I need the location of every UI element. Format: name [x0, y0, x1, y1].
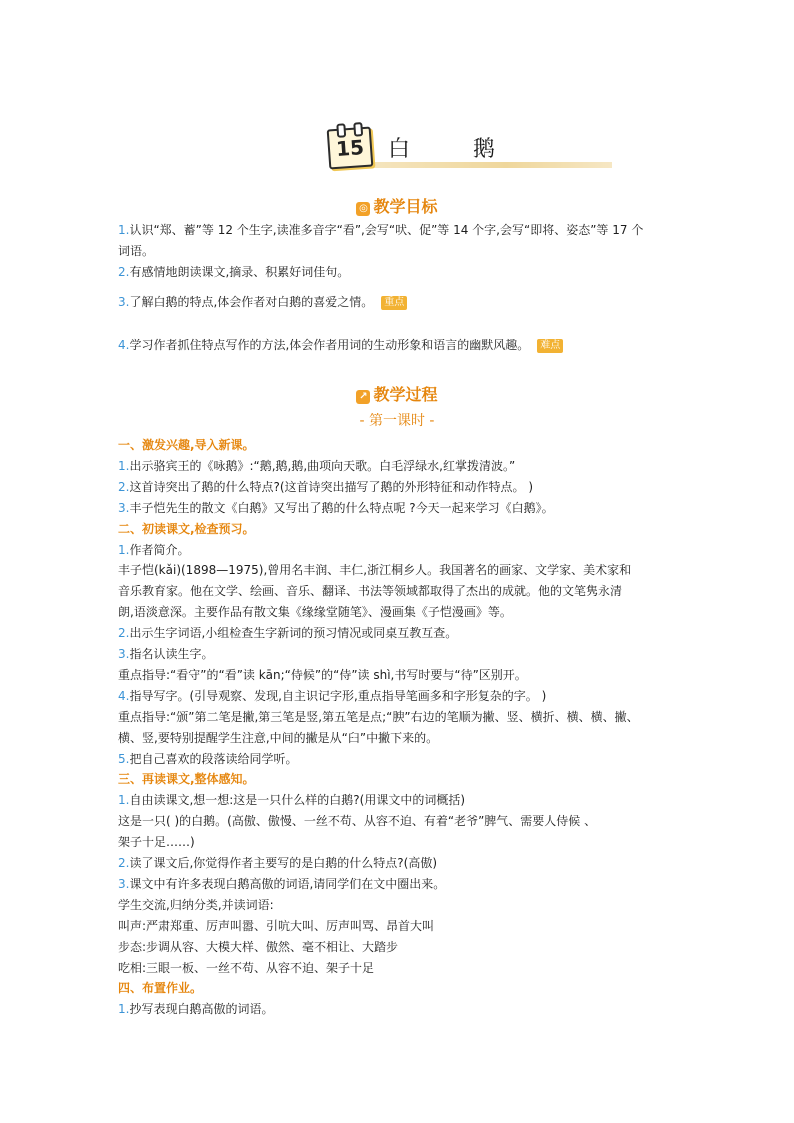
process-line: 重点指导:“颁”第二笔是撇,第三笔是竖,第五笔是点;“腴”右边的笔顺为撇、竖、横折、横、横、撇、	[118, 709, 639, 724]
process-line: 5.把自己喜欢的段落读给同学听。	[118, 751, 298, 766]
step-heading: 三、再读课文,整体感知。	[118, 772, 255, 787]
objective-item: 3.了解白鹅的特点,体会作者对白鹅的喜爱之情。 重点	[118, 292, 407, 312]
process-line: 4.指导写字。(引导观察、发现,自主识记字形,重点指导笔画多和字形复杂的字。 )	[118, 688, 547, 703]
process-line: 吃相:三眼一板、一丝不苟、从容不迫、架子十足	[118, 960, 375, 975]
lesson-title: 白 鹅	[388, 137, 523, 162]
objective-item: 4.学习作者抓住特点写作的方法,体会作者用词的生动形象和语言的幽默风趣。 难点	[118, 335, 563, 355]
difficulty-badge: 难点	[537, 339, 563, 353]
process-line: 这是一只( )的白鹅。(高傲、傲慢、一丝不苟、从容不迫、有着“老爷”脾气、需要人侍候 、	[118, 814, 597, 829]
process-line: 1.抄写表现白鹅高傲的词语。	[118, 1002, 274, 1017]
process-line: 3.课文中有许多表现白鹅高傲的词语,请同学们在文中圈出来。	[118, 876, 446, 891]
objective-item: 2.有感情地朗读课文,摘录、积累好词佳句。	[118, 265, 350, 279]
process-line: 2.这首诗突出了鹅的什么特点?(这首诗突出描写了鹅的外形特征和动作特点。 )	[118, 479, 534, 494]
step-heading: 四、布置作业。	[118, 981, 203, 996]
target-icon: ◎	[356, 202, 370, 216]
calendar-icon	[327, 127, 374, 170]
process-line: 学生交流,归纳分类,并读词语:	[118, 897, 274, 912]
process-heading: ↗ 教学过程	[0, 382, 794, 405]
lesson-header	[318, 118, 618, 174]
process-line: 丰子恺(kǎi)(1898—1975),曾用名丰润、丰仁,浙江桐乡人。我国著名的画家、文学家、美术家和	[118, 563, 632, 578]
process-line: 朗,语淡意深。主要作品有散文集《缘缘堂随笔》、漫画集《子恺漫画》等。	[118, 605, 512, 620]
key-point-badge: 重点	[381, 296, 407, 310]
process-icon: ↗	[356, 390, 370, 404]
lesson-number: 15	[335, 135, 365, 161]
process-line: 重点指导:“看守”的“看”读 kān;“侍候”的“侍”读 shì,书写时要与“待”区别开。	[118, 667, 527, 682]
process-line: 横、竖,要特别提醒学生注意,中间的撇是从“臼”中撇下来的。	[118, 730, 439, 745]
process-line: 1.自由读课文,想一想:这是一只什么样的白鹅?(用课文中的词概括)	[118, 793, 466, 808]
objectives-heading: ◎ 教学目标	[0, 194, 794, 217]
step-heading: 一、激发兴趣,导入新课。	[118, 438, 255, 452]
process-line: 叫声:严肃郑重、厉声叫嚣、引吭大叫、厉声叫骂、昂首大叫	[118, 918, 435, 933]
process-line: 3.丰子恺先生的散文《白鹅》又写出了鹅的什么特点呢 ?今天一起来学习《白鹅》。	[118, 500, 554, 515]
process-line: 步态:步调从容、大模大样、傲然、毫不相让、大踏步	[118, 939, 399, 954]
process-line: 2.读了课文后,你觉得作者主要写的是白鹅的什么特点?(高傲)	[118, 856, 438, 870]
objective-item-cont: 词语。	[118, 244, 155, 258]
process-line: 3.指名认读生字。	[118, 647, 214, 661]
objective-item: 1.认识“郑、蓄”等 12 个生字,读准多音字“看”,会写“吠、促”等 14 个字,会写“即将、姿态”等 17 个	[118, 223, 644, 237]
process-line: 2.出示生字词语,小组检查生字新词的预习情况或同桌互教互查。	[118, 626, 458, 641]
process-line: 1.出示骆宾王的《咏鹅》:“鹅,鹅,鹅,曲项向天歌。白毛浮绿水,红掌拨清波。”	[118, 458, 516, 473]
step-heading: 二、初读课文,检查预习。	[118, 521, 255, 536]
process-line: 音乐教育家。他在文学、绘画、音乐、翻译、书法等领域都取得了杰出的成就。他的文笔隽永清	[118, 584, 623, 599]
period-heading: - 第一课时 -	[359, 413, 435, 429]
process-line: 1.作者简介。	[118, 542, 190, 557]
process-line: 架子十足……)	[118, 835, 195, 850]
